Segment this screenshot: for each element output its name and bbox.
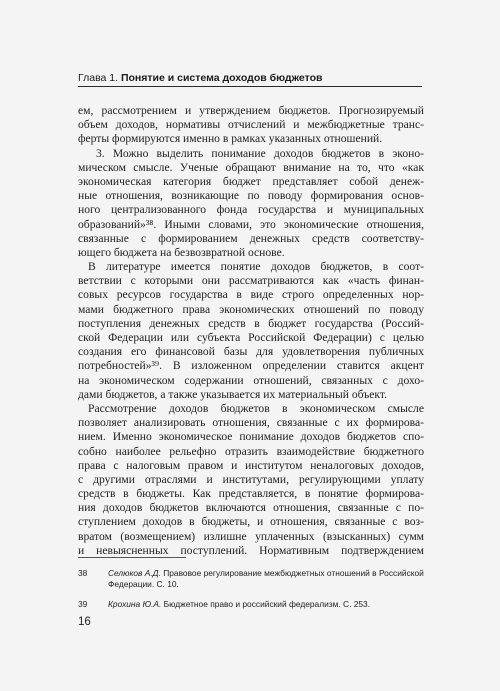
body-line: ющего бюджета на безвозвратной основе. — [78, 245, 285, 259]
body-line: ного централизованного фонда государства и муниципальных — [78, 203, 424, 217]
body-line: ные отношения, возникающие по поводу формирования основ- — [78, 189, 424, 203]
body-line: ступлением доходов в бюджеты, и отношения, связанные с воз- — [78, 515, 424, 529]
body-line: объем доходов, нормативы отчислений и межбюджетные транс- — [78, 118, 424, 132]
body-line: ветствии с которыми они рассматриваются как «часть финан- — [78, 274, 424, 288]
body-line: совых ресурсов государства в виде строго определенных нор- — [78, 288, 424, 302]
body-line: создания его финансовой базы для удовлетворения публичных — [78, 345, 424, 359]
body-line: ской Федерации или субъекта Российской Федерации) с целью — [78, 331, 424, 344]
body-line: нием. Именно экономическое понимание доходов бюджетов спо- — [78, 430, 424, 444]
body-line: ния доходов бюджетов включаются отношения, связанные с по- — [78, 501, 424, 515]
page-number: 16 — [78, 616, 91, 628]
footnote-text: Бюджетное право и российский федерализм. С. 253. — [161, 599, 371, 609]
body-text — [78, 104, 424, 558]
body-line: на экономическом содержании отношений, связанных с дохо- — [78, 373, 424, 387]
body-line: вратом (возмещением) излишне уплаченных (взысканных) сумм — [78, 529, 424, 543]
running-header — [78, 72, 322, 84]
body-line: экономическая категория бюджет представляет собой денеж- — [78, 174, 424, 188]
body-line: ем, рассмотрением и утверждением бюджетов. Прогнозируемый — [78, 104, 424, 117]
body-line: мическом смысле. Ученые обращают внимание на то, что «как — [78, 160, 424, 174]
body-line: Рассмотрение доходов бюджетов в экономическом смысле — [88, 401, 424, 415]
body-line: с другими отраслями и институтами, регулирующими уплату — [78, 472, 424, 486]
body-line: позволяет анализировать отношения, связанные с их формирова- — [78, 416, 424, 430]
body-line: права с налоговым правом и институтом неналоговых доходов, — [78, 458, 424, 472]
body-line: дами бюджетов, а также указывается их материальный объект. — [78, 387, 387, 401]
body-line: В литературе имеется понятие доходов бюджетов, в соот- — [88, 260, 424, 274]
body-line: образований»³⁸. Иными словами, это экономические отношения, — [78, 217, 424, 231]
footnote-number: 38 — [78, 568, 88, 578]
body-line: 3. Можно выделить понимание доходов бюджетов в эконо- — [96, 146, 424, 160]
chapter-title: Понятие и система доходов бюджетов — [120, 72, 323, 84]
body-line: средств в бюджеты. Как представляется, в понятие формирова- — [78, 487, 424, 501]
footnotes — [78, 568, 424, 619]
footnote-number: 39 — [78, 599, 88, 609]
body-line: связанные с формированием денежных средств соответству- — [78, 231, 424, 245]
body-line: мами бюджетного права экономических отношений по поводу — [78, 302, 424, 316]
body-line: поступления денежных средств в бюджет государства (Россий- — [78, 316, 424, 330]
footnote-rule — [78, 557, 186, 558]
footnote-38 — [78, 568, 424, 590]
body-line: собно наиболее рельефно отразить взаимодействие бюджетного — [78, 444, 424, 458]
footnote-39 — [78, 599, 424, 610]
footnote-author: Селюков А.Д. — [108, 568, 161, 578]
body-line: потребностей»³⁹. В изложенном определении ставится акцент — [78, 359, 424, 373]
footnote-author: Крохина Ю.А. — [108, 599, 162, 609]
header-rule — [78, 86, 422, 87]
chapter-label: Глава 1. — [78, 72, 119, 84]
footnote-text: Правовое регулирование межбюджетных отношений в Российской Федерации. С. 10. — [108, 568, 424, 589]
body-line: ферты формируются именно в рамках указанных отношений. — [78, 132, 383, 146]
body-line: и невыясненных поступлений. Нормативным подтверждением — [78, 543, 424, 557]
